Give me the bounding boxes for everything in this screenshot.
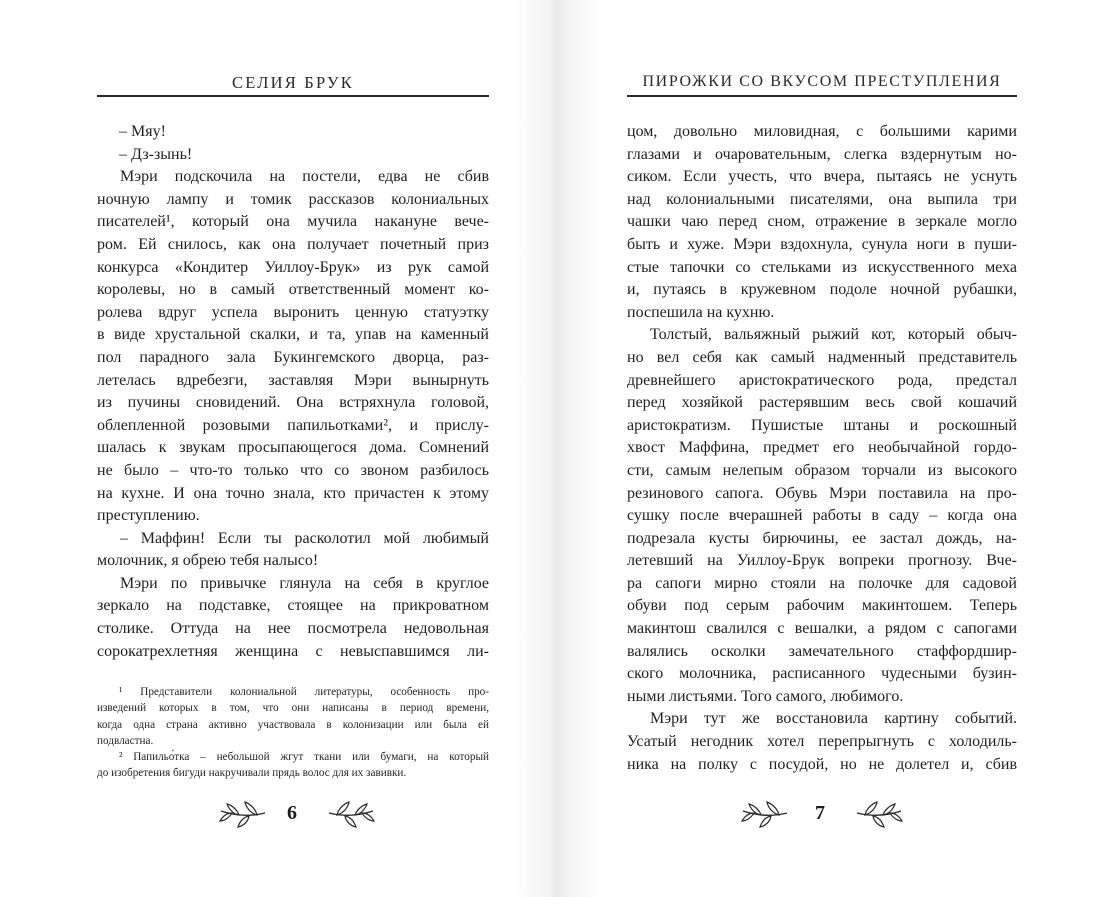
text-line: ского молочника, расписанного чудесными бузин-	[627, 665, 1017, 683]
text-line: хвост Маффина, предмет его необычайной гордо-	[627, 439, 1017, 457]
text-line: ра сапоги мирно стояли на полочке для садовой	[627, 574, 1017, 592]
text-line: пол парадного зала Букингемского дворца, раз-	[97, 348, 489, 366]
text-line: из пучины сновидений. Она встряхнула головой,	[97, 394, 489, 412]
footnote-line: ¹ Представители колониальной литературы, особенность про-	[119, 686, 489, 698]
text-line: перед хозяйкой растерявшим весь свой кошачий	[627, 394, 1017, 412]
text-line: чашки чаю перед сном, отражение в зеркале могло	[627, 213, 1017, 231]
text-line: не было – что-то только что со звоном разбилось	[97, 461, 489, 479]
text-line: обуви под серым рабочим макинтошем. Теперь	[627, 597, 1017, 615]
text-line: шалась к звукам просыпающегося дома. Сомнений	[97, 439, 489, 457]
footnote-line: ² Папильо́тка – небольшой жгут ткани или бумаги, на который	[119, 751, 489, 764]
text-line: аристократизм. Пушистые штаны и роскошный	[627, 416, 1017, 434]
leaf-sprig-icon	[739, 798, 789, 830]
page-number: 7	[815, 802, 825, 824]
text-line: летевший на Уиллоу-Брук вопреки прогнозу. Вче-	[627, 552, 1017, 570]
text-line: на кухне. И она точно знала, кто причастен к этому	[97, 484, 489, 502]
text-line: ролева вдруг успела выронить ценную статуэтку	[97, 303, 489, 321]
footnote-line: когда одна страна активно участвовала в колонизации или была ей	[97, 718, 489, 731]
text-line: и, путаясь в кружевном подоле ночной рубашки,	[627, 281, 1017, 299]
left-page	[97, 0, 489, 897]
text-line: быть и хуже. Мэри вздохнула, сунула ноги в пуши-	[627, 235, 1017, 253]
text-line: Усатый негодник хотел перепрыгнуть с холодиль-	[627, 733, 1017, 751]
text-line: ника на полку с посудой, но не долетел и, сбив	[627, 755, 1017, 773]
text-line: валялись осколки замечательного стаффордшир-	[627, 642, 1017, 660]
running-head-title: ПИРОЖКИ СО ВКУСОМ ПРЕСТУПЛЕНИЯ	[642, 73, 1002, 90]
page-folio	[627, 794, 1017, 834]
text-line: зеркало на подставке, стоящее на прикроватном	[97, 597, 489, 615]
text-line: облепленной розовыми папильотками², и прислу-	[97, 416, 489, 434]
text-line: сти, самым нелепым образом торчали из высокого	[627, 461, 1017, 479]
text-line: в виде хрустальной скалки, и та, упав на каменный	[97, 326, 489, 344]
text-line: сорокатрехлетняя женщина с невыспавшимся ли-	[97, 642, 489, 660]
text-line: – Мяу!	[119, 123, 166, 140]
header-rule	[627, 95, 1017, 97]
text-line: цом, довольно миловидная, с большими карими	[627, 123, 1017, 140]
running-head-author: СЕЛИЯ БРУК	[231, 73, 355, 92]
footnote-line: подвластна.	[97, 734, 154, 747]
text-line: Мэри подскочила на постели, едва не сбив	[120, 168, 489, 186]
right-page	[627, 0, 1017, 897]
text-line: Мэри тут же восстановила картину событий.	[650, 710, 1017, 728]
text-line: поспешила на кухню.	[627, 303, 775, 321]
text-line: ными листьями. Того самого, любимого.	[627, 687, 904, 705]
text-line: преступлению.	[97, 507, 200, 525]
footnotes	[97, 684, 489, 782]
text-line: писателей¹, который она мучила накануне вече-	[97, 213, 489, 231]
text-line: летелась вдребезги, заставляя Мэри вынырнуть	[97, 371, 489, 389]
text-line: но вел себя как самый надменный представитель	[627, 348, 1017, 366]
right-body-text	[627, 121, 1017, 776]
leaf-sprig-icon	[217, 798, 267, 830]
text-line: подрезала кусты бирючины, ее застал дождь, на-	[627, 529, 1017, 547]
text-line: стые тапочки со стельками из искусственного меха	[627, 258, 1017, 276]
leaf-sprig-icon	[855, 798, 905, 830]
text-line: молочник, я обрею тебя налысо!	[97, 552, 319, 570]
left-body-text	[97, 121, 489, 663]
text-line: Толстый, вальяжный рыжий кот, который обыч-	[650, 326, 1017, 344]
header-rule	[97, 95, 489, 97]
page-folio	[97, 794, 489, 834]
text-line: ром. Ей снилось, как она получает почетный приз	[97, 235, 489, 253]
text-line: резинового сапога. Обувь Мэри поставила на про-	[627, 484, 1017, 502]
text-line: – Маффин! Если ты расколотил мой любимый	[120, 529, 489, 547]
text-line: глазами и очаровательным, слегка вздернутым но-	[627, 145, 1017, 163]
text-line: макинтош свалился с вешалки, а рядом с сапогами	[627, 620, 1017, 638]
text-line: древнейшего аристократического рода, предстал	[627, 371, 1017, 389]
footnote-line: до изобретения бигуди накручивали прядь волос для их завивки.	[97, 767, 407, 780]
text-line: сушку после вчерашней работы в саду – когда она	[627, 507, 1017, 525]
text-line: – Дз-зынь!	[119, 145, 193, 163]
leaf-sprig-icon	[327, 798, 377, 830]
text-line: королевы, но в самый ответственный момент ко-	[97, 281, 489, 299]
text-line: ночную лампу и томик рассказов колониальных	[97, 190, 489, 208]
text-line: конкурса «Кондитер Уиллоу-Брук» из рук самой	[97, 258, 489, 276]
page-number: 6	[287, 802, 297, 824]
text-line: Мэри по привычке глянула на себя в круглое	[120, 574, 489, 592]
text-line: сиком. Если учесть, что вчера, пытаясь не уснуть	[627, 168, 1017, 186]
text-line: столике. Оттуда на нее посмотрела недовольная	[97, 620, 489, 638]
text-line: над колониальными писателями, она выпила три	[627, 190, 1017, 208]
footnote-line: изведений которых в том, что они написаны в период времени,	[97, 702, 489, 715]
